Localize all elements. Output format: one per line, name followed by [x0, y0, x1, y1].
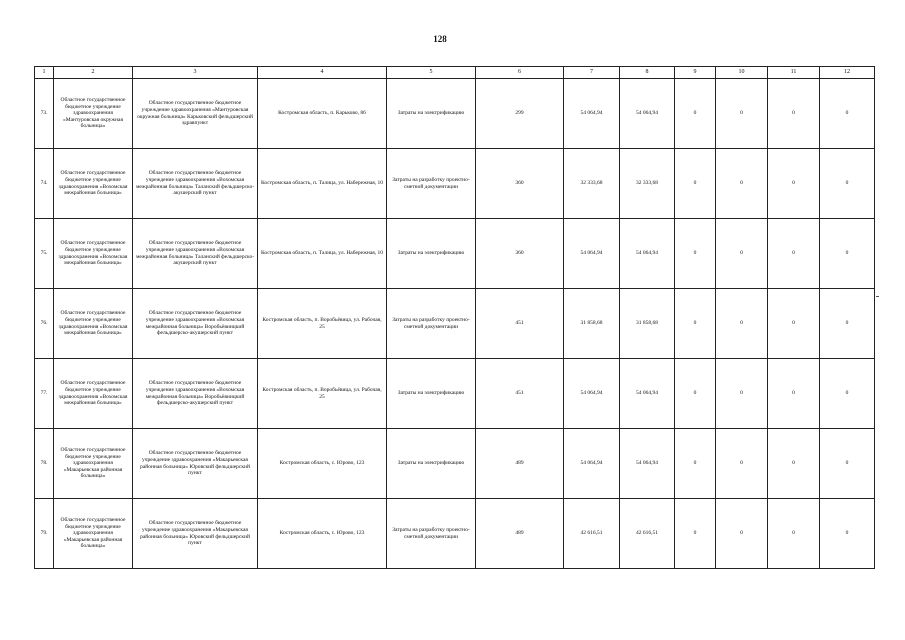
value-cell: 0: [716, 359, 768, 429]
value-cell: 0: [768, 359, 820, 429]
value-cell: 0: [675, 79, 716, 149]
value-cell: 0: [716, 219, 768, 289]
value-cell: 360: [476, 149, 564, 219]
value-cell: 0: [820, 429, 875, 499]
column-number: 4: [258, 67, 387, 79]
value-cell: 0: [716, 429, 768, 499]
cost-type-cell: Затраты на электрификацию: [387, 429, 476, 499]
value-cell: 0: [716, 149, 768, 219]
cost-type-cell: Затраты на электрификацию: [387, 79, 476, 149]
value-cell: 0: [768, 79, 820, 149]
column-number: 10: [716, 67, 768, 79]
scan-mark: [876, 296, 879, 297]
address-cell: Костромская область, п. Талица, ул. Набережная, 10: [258, 149, 387, 219]
row-number: 74.: [35, 149, 54, 219]
value-cell: 0: [675, 149, 716, 219]
table-row: [35, 289, 875, 359]
column-number: 6: [476, 67, 564, 79]
facility-cell: Областное государственное бюджетное учреждение здравоохранения «Вохомская межрайонная больница» Таланский фельдшерско-акушерский пункт: [133, 219, 258, 289]
value-cell: 489: [476, 499, 564, 569]
value-cell: 42 616,51: [564, 499, 620, 569]
column-number: 1: [35, 67, 54, 79]
facility-cell: Областное государственное бюджетное учреждение здравоохранения «Вохомская межрайонная больница» Воробьёвиицкий фельдшерско-акушерский пункт: [133, 359, 258, 429]
value-cell: 32 333,68: [564, 149, 620, 219]
facility-cell: Областное государственное бюджетное учреждение здравоохранения «Макарьевская районная больница» Юровский фельдшерский пункт: [133, 499, 258, 569]
value-cell: 0: [768, 219, 820, 289]
value-cell: 54 064,94: [564, 429, 620, 499]
column-number: 11: [768, 67, 820, 79]
value-cell: 54 064,94: [564, 359, 620, 429]
table-row: [35, 219, 875, 289]
facility-cell: Областное государственное бюджетное учреждение здравоохранения «Мантуровская окружная больница» Карьковский фельдшерский здравпункт: [133, 79, 258, 149]
table-row: [35, 429, 875, 499]
column-number-row: [35, 67, 875, 79]
column-number: 9: [675, 67, 716, 79]
table-row: [35, 499, 875, 569]
organization-cell: Областное государственное бюджетное учреждение здравоохранения «Вохомская межрайонная больница»: [54, 219, 133, 289]
column-number: 12: [820, 67, 875, 79]
value-cell: 54 064,94: [620, 79, 675, 149]
value-cell: 54 064,94: [620, 219, 675, 289]
value-cell: 451: [476, 359, 564, 429]
organization-cell: Областное государственное бюджетное учреждение здравоохранения «Мантуровская окружная больница»: [54, 79, 133, 149]
organization-cell: Областное государственное бюджетное учреждение здравоохранения «Вохомская межрайонная больница»: [54, 359, 133, 429]
value-cell: 0: [820, 149, 875, 219]
facility-cell: Областное государственное бюджетное учреждение здравоохранения «Вохомская межрайонная больница» Таланский фельдшерско-акушерский пункт: [133, 149, 258, 219]
expenses-table: [34, 66, 875, 569]
value-cell: 0: [768, 499, 820, 569]
value-cell: 0: [820, 219, 875, 289]
row-number: 73.: [35, 79, 54, 149]
value-cell: 32 333,68: [620, 149, 675, 219]
column-number: 5: [387, 67, 476, 79]
value-cell: 0: [675, 499, 716, 569]
value-cell: 0: [768, 149, 820, 219]
value-cell: 489: [476, 429, 564, 499]
row-number: 76.: [35, 289, 54, 359]
address-cell: Костромская область, п. Талица, ул. Набережная, 10: [258, 219, 387, 289]
value-cell: 451: [476, 289, 564, 359]
value-cell: 0: [716, 79, 768, 149]
address-cell: Костромская область, п. Воробьёвица, ул. Рабочая, 25: [258, 359, 387, 429]
value-cell: 0: [675, 359, 716, 429]
value-cell: 42 616,51: [620, 499, 675, 569]
cost-type-cell: Затраты на разработку проектно-сметной документации: [387, 289, 476, 359]
value-cell: 299: [476, 79, 564, 149]
row-number: 79.: [35, 499, 54, 569]
column-number: 2: [54, 67, 133, 79]
column-number: 7: [564, 67, 620, 79]
organization-cell: Областное государственное бюджетное учреждение здравоохранения «Вохомская межрайонная больница»: [54, 289, 133, 359]
value-cell: 360: [476, 219, 564, 289]
cost-type-cell: Затраты на разработку проектно-сметной документации: [387, 149, 476, 219]
column-number: 3: [133, 67, 258, 79]
cost-type-cell: Затраты на электрификацию: [387, 359, 476, 429]
address-cell: Костромская область, п. Карьково, 86: [258, 79, 387, 149]
organization-cell: Областное государственное бюджетное учреждение здравоохранения «Макарьевская районная больница»: [54, 499, 133, 569]
value-cell: 0: [820, 289, 875, 359]
value-cell: 0: [768, 429, 820, 499]
value-cell: 0: [716, 289, 768, 359]
page-number: 128: [433, 34, 447, 44]
table-row: [35, 79, 875, 149]
facility-cell: Областное государственное бюджетное учреждение здравоохранения «Вохомская межрайонная больница» Воробьёвиицкий фельдшерско-акушерский пункт: [133, 289, 258, 359]
value-cell: 54 064,94: [620, 429, 675, 499]
value-cell: 31 858,68: [620, 289, 675, 359]
address-cell: Костромская область, с. Юрово, 123: [258, 429, 387, 499]
value-cell: 54 064,94: [564, 219, 620, 289]
value-cell: 0: [675, 219, 716, 289]
cost-type-cell: Затраты на разработку проектно-сметной документации: [387, 499, 476, 569]
table-row: [35, 359, 875, 429]
value-cell: 0: [675, 289, 716, 359]
row-number: 75.: [35, 219, 54, 289]
row-number: 77.: [35, 359, 54, 429]
facility-cell: Областное государственное бюджетное учреждение здравоохранения «Макарьевская районная больница» Юровский фельдшерский пункт: [133, 429, 258, 499]
address-cell: Костромская область, п. Воробьёвица, ул. Рабочая, 25: [258, 289, 387, 359]
value-cell: 31 858,68: [564, 289, 620, 359]
column-number: 8: [620, 67, 675, 79]
value-cell: 0: [768, 289, 820, 359]
address-cell: Костромская область, с. Юрово, 123: [258, 499, 387, 569]
value-cell: 0: [820, 79, 875, 149]
value-cell: 0: [820, 359, 875, 429]
value-cell: 0: [716, 499, 768, 569]
value-cell: 54 064,94: [620, 359, 675, 429]
value-cell: 54 064,94: [564, 79, 620, 149]
organization-cell: Областное государственное бюджетное учреждение здравоохранения «Макарьевская районная больница»: [54, 429, 133, 499]
table-row: [35, 149, 875, 219]
organization-cell: Областное государственное бюджетное учреждение здравоохранения «Вохомская межрайонная больница»: [54, 149, 133, 219]
value-cell: 0: [675, 429, 716, 499]
row-number: 78.: [35, 429, 54, 499]
value-cell: 0: [820, 499, 875, 569]
cost-type-cell: Затраты на электрификацию: [387, 219, 476, 289]
